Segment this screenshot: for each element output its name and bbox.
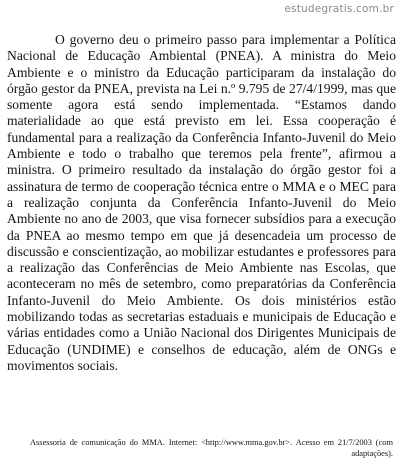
article-text — [7, 32, 396, 374]
article-paragraph: O governo deu o primeiro passo para implementar a Política Nacional de Educação Ambiental (PNEA). A ministra do Meio Ambiente e o ministro da Educação participaram da instalação do órgão gestor da PNEA, prevista na Lei n.º 9.795 de 27/4/1999, mas que somente agora está sendo implementada. “Estamos dando materialidade ao que está previsto em lei. Essa cooperação é fundamental para a realização da Conferência Infanto-Juvenil do Meio Ambiente e todo o trabalho que teremos pela frente”, afirmou a ministra. O primeiro resultado da instalação do órgão gestor foi a assinatura de termo de cooperação técnica entre o MMA e o MEC para a realização conjunta da Conferência Infanto-Juvenil do Meio Ambiente no ano de 2003, que visa fornecer subsídios para a execução da PNEA ao mesmo tempo em que já desencadeia um processo de discussão e conscientização, ao mobilizar estudantes e professores para a realização das Conferências de Meio Ambiente nas Escolas, que aconteceram no mês de setembro, como preparatórias da Conferência Infanto-Juvenil do Meio Ambiente. Os dois ministérios estão mobilizando todas as secretarias estaduais e municipais de Educação e várias entidades como a União Nacional dos Dirigentes Municipais de Educação (UNDIME) e conselhos de educação, além de ONGs e movimentos sociais. — [7, 32, 396, 373]
site-watermark: estudegratis.com.br — [284, 3, 394, 15]
source-citation: Assessoria de comunicação do MMA. Internet: <http://www.mma.gov.br>. Acesso em 21/7/2003 (com adaptações). — [30, 438, 393, 458]
